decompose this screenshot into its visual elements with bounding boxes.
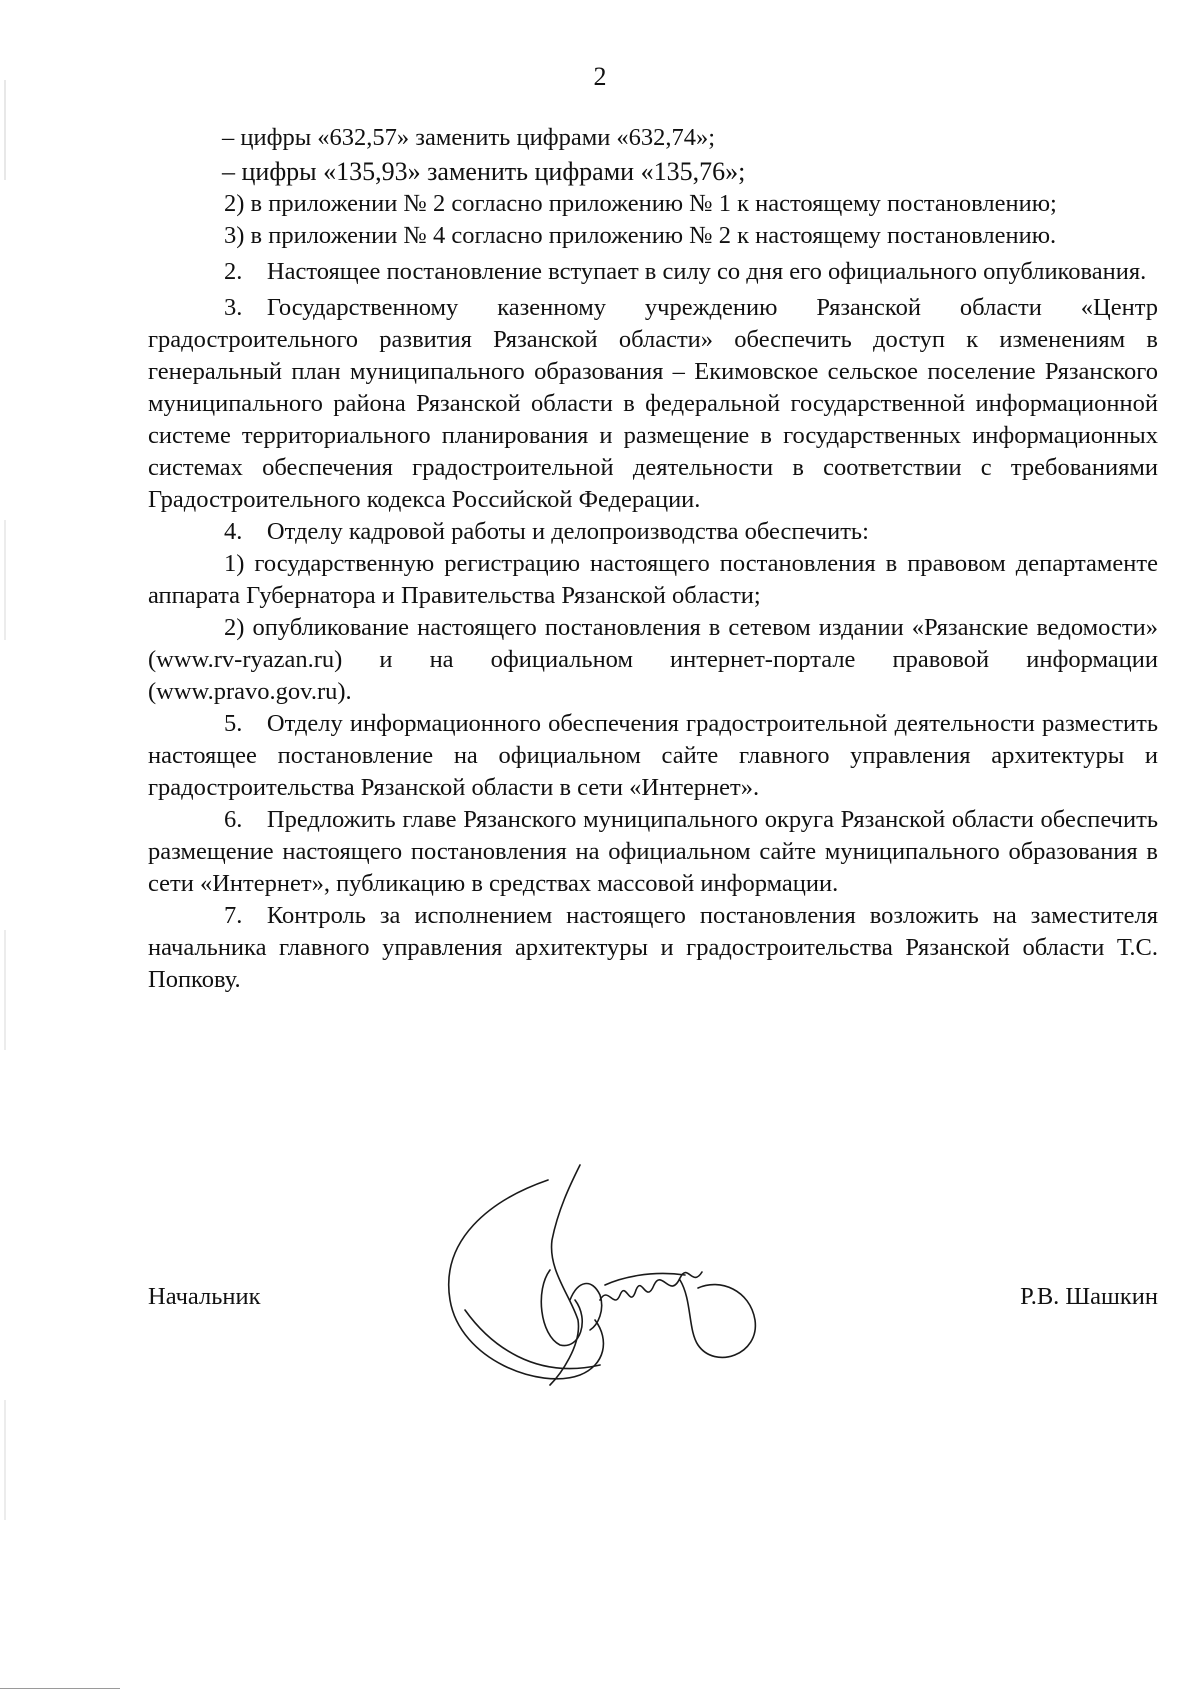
paragraph-5: 5. Отделу информационного обеспечения градостроительной деятельности разместить настоящее постановление на официальном сайте главного управления архитектуры и градостроительства Рязанской области в сети «Интернет».: [148, 710, 1158, 801]
paragraph-4-sub-1: 1) государственную регистрацию настоящего постановления в правовом департаменте аппарата Губернатора и Правительства Рязанской области;: [148, 550, 1158, 609]
signer-name: Р.В. Шашкин: [1020, 1283, 1158, 1310]
paragraph-4: 4. Отделу кадровой работы и делопроизводства обеспечить:: [224, 518, 869, 545]
sub-item-appendix-4: 3) в приложении № 4 согласно приложению № 2 к настоящему постановлению.: [224, 222, 1057, 249]
scan-margin-marks: [0, 0, 20, 1697]
paragraph-3: 3. Государственному казенному учреждению Рязанской области «Центр градостроительного развития Рязанской области» обеспечить доступ к изменениям в генеральный план муниципального образования – Екимовское сельское поселение Рязанского муниципального района Рязанской области в федеральной государственной информационной системе территориального планирования и размещение в государственных информационных системах обеспечения градостроительной деятельности в соответствии с требованиями Градостроительного кодекса Российской Федерации.: [148, 294, 1158, 513]
paragraph-6: 6. Предложить главе Рязанского муниципального округа Рязанской области обеспечить размещение настоящего постановления на официальном сайте муниципального образования в сети «Интернет», публикацию в средствах массовой информации.: [148, 806, 1158, 897]
paragraph-7: 7. Контроль за исполнением настоящего постановления возложить на заместителя начальника главного управления архитектуры и градостроительства Рязанской области Т.С. Попкову.: [148, 902, 1158, 993]
page-number: 2: [593, 62, 607, 91]
paragraph-4-sub-2: 2) опубликование настоящего постановления в сетевом издании «Рязанские ведомости» (www.rv-ryazan.ru) и на официальном интернет-портале правовой информации (www.pravo.gov.ru).: [148, 614, 1158, 705]
handwritten-signature: [430, 1160, 770, 1410]
signer-title: Начальник: [148, 1283, 261, 1310]
paragraph-2: 2. Настоящее постановление вступает в силу со дня его официального опубликования.: [224, 258, 1147, 285]
sub-item-appendix-2: 2) в приложении № 2 согласно приложению № 1 к настоящему постановлению;: [224, 190, 1057, 217]
document-body: [148, 122, 1158, 996]
bottom-rule: [0, 1688, 120, 1689]
replacement-line-1: – цифры «632,57» заменить цифрами «632,74»;: [222, 124, 716, 151]
replacement-line-2: – цифры «135,93» заменить цифрами «135,76»;: [222, 157, 746, 186]
